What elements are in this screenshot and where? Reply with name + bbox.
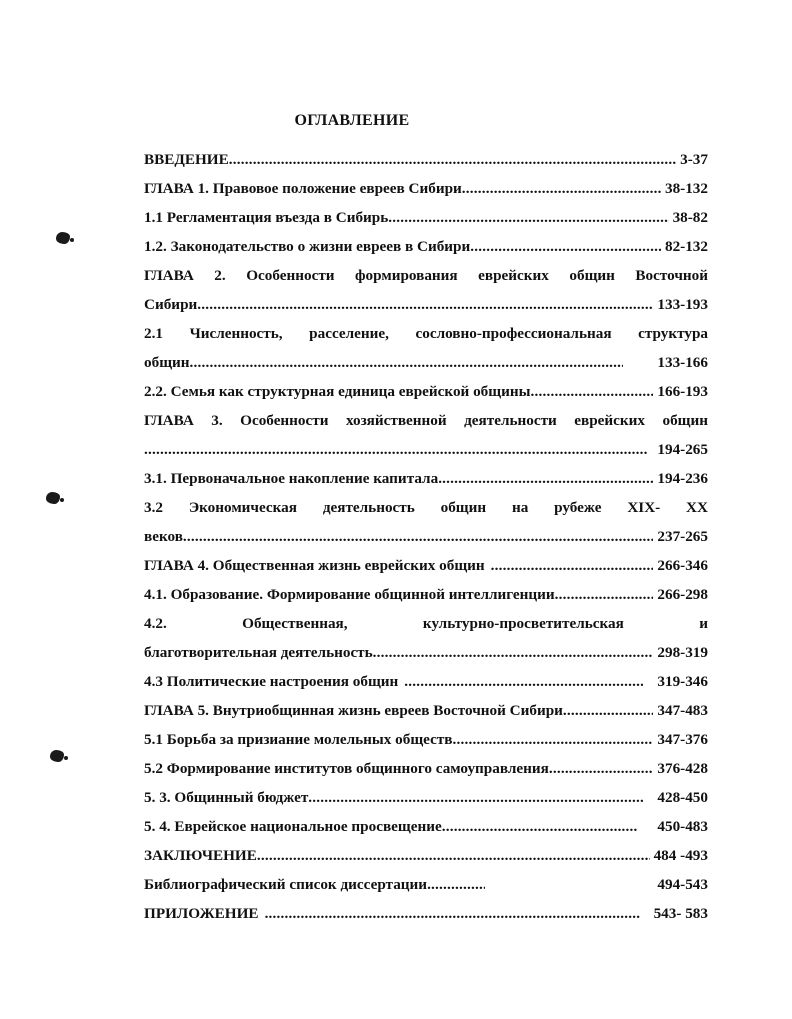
toc-entry-label: 5. 3. Общинный бюджет bbox=[144, 789, 309, 806]
toc-entry-pages: 133-193 bbox=[657, 296, 708, 313]
toc-entry-pages: 166-193 bbox=[657, 383, 708, 400]
page-title: ОГЛАВЛЕНИЕ bbox=[294, 112, 410, 129]
toc-entry-pages: 450-483 bbox=[657, 818, 708, 835]
toc-entry-label: 4.1. Образование. Формирование общинной интеллигенции bbox=[144, 586, 555, 603]
toc-entry-label: 2.2. Семья как структурная единица еврейской общины bbox=[144, 383, 531, 400]
toc-entry-label: 5.2 Формирование институтов общинного самоуправления bbox=[144, 760, 549, 777]
toc-entry-section-5-3[interactable] bbox=[144, 788, 708, 817]
toc-entry-section-1-2[interactable] bbox=[144, 237, 708, 266]
toc-entry-label: ГЛАВА 5. Внутриобщинная жизнь евреев Восточной Сибири bbox=[144, 702, 563, 719]
toc-entry-label-line2: благотворительная деятельность bbox=[144, 644, 373, 661]
toc-entry-label: ГЛАВА 1. Правовое положение евреев Сибири bbox=[144, 180, 462, 197]
table-of-contents bbox=[144, 150, 708, 933]
dot-leader bbox=[144, 440, 647, 460]
dot-leader bbox=[563, 701, 653, 721]
toc-entry-pages: 428-450 bbox=[657, 789, 708, 806]
toc-entry-label: ГЛАВА 4. Общественная жизнь еврейских общин bbox=[144, 557, 485, 574]
toc-entry-pages: 237-265 bbox=[657, 528, 708, 545]
toc-entry-conclusion[interactable] bbox=[144, 846, 708, 875]
toc-entry-pages: 347-376 bbox=[657, 731, 708, 748]
dot-leader bbox=[549, 759, 654, 779]
toc-entry-pages: 194-236 bbox=[657, 470, 708, 487]
toc-entry-pages: 38-132 bbox=[664, 180, 708, 197]
toc-entry-label-line1: ГЛАВА 2. Особенности формирования еврейских общин Восточной bbox=[144, 267, 708, 284]
dot-leader bbox=[530, 382, 653, 402]
toc-entry-label: Библиографический список диссертации bbox=[144, 876, 428, 893]
toc-entry-label: 5. 4. Еврейское национальное просвещение bbox=[144, 818, 442, 835]
toc-entry-label: 1.1 Регламентация въезда в Сибирь bbox=[144, 209, 389, 226]
toc-entry-pages: 319-346 bbox=[657, 673, 708, 690]
dot-leader bbox=[491, 556, 654, 576]
dot-leader bbox=[438, 469, 653, 489]
ink-blot bbox=[46, 492, 60, 504]
dot-leader bbox=[453, 730, 654, 750]
dot-leader bbox=[442, 817, 638, 837]
toc-entry-pages: 133-166 bbox=[657, 354, 708, 371]
toc-entry-pages: 347-483 bbox=[657, 702, 708, 719]
toc-entry-chapter-3[interactable] bbox=[144, 411, 708, 469]
toc-entry-introduction[interactable] bbox=[144, 150, 708, 179]
toc-entry-label-line2: веков bbox=[144, 528, 183, 545]
toc-entry-label: 3.1. Первоначальное накопление капитала bbox=[144, 470, 439, 487]
dot-leader bbox=[183, 527, 653, 547]
toc-entry-appendix[interactable] bbox=[144, 904, 708, 933]
toc-entry-pages: 38-82 bbox=[672, 209, 708, 226]
toc-entry-pages: 82-132 bbox=[664, 238, 708, 255]
toc-entry-chapter-5[interactable] bbox=[144, 701, 708, 730]
dot-leader bbox=[257, 846, 650, 866]
toc-entry-label: ПРИЛОЖЕНИЕ bbox=[144, 905, 259, 922]
dot-leader bbox=[265, 904, 640, 924]
toc-entry-chapter-1[interactable] bbox=[144, 179, 708, 208]
toc-entry-bibliography[interactable] bbox=[144, 875, 708, 904]
dot-leader bbox=[229, 150, 676, 170]
toc-entry-pages: 543- 583 bbox=[653, 905, 708, 922]
ink-blot bbox=[50, 750, 64, 762]
toc-entry-section-3-2[interactable] bbox=[144, 498, 708, 556]
toc-entry-section-1-1[interactable] bbox=[144, 208, 708, 237]
toc-entry-label: 4.3 Политические настроения общин bbox=[144, 673, 399, 690]
toc-entry-section-2-2[interactable] bbox=[144, 382, 708, 411]
toc-entry-pages: 266-346 bbox=[657, 557, 708, 574]
toc-entry-label-line1: 2.1 Численность, расселение, сословно-профессиональная структура bbox=[144, 325, 708, 342]
dot-leader bbox=[308, 788, 643, 808]
toc-entry-label-line2: Сибири bbox=[144, 296, 198, 313]
toc-entry-section-5-4[interactable] bbox=[144, 817, 708, 846]
toc-entry-section-4-2[interactable] bbox=[144, 614, 708, 672]
dot-leader bbox=[555, 585, 654, 605]
toc-entry-label-line1: 4.2. Общественная, культурно-просветительская и bbox=[144, 615, 708, 632]
toc-entry-label: 1.2. Законодательство о жизни евреев в Сибири bbox=[144, 238, 471, 255]
toc-entry-label: 5.1 Борьба за призиание молельных обществ bbox=[144, 731, 453, 748]
toc-entry-section-2-1[interactable] bbox=[144, 324, 708, 382]
dot-leader bbox=[373, 643, 654, 663]
toc-entry-pages: 494-543 bbox=[657, 876, 708, 893]
toc-entry-pages: 298-319 bbox=[657, 644, 708, 661]
toc-entry-pages: 376-428 bbox=[657, 760, 708, 777]
ink-blot bbox=[56, 232, 70, 244]
dot-leader bbox=[427, 875, 485, 895]
toc-entry-section-4-1[interactable] bbox=[144, 585, 708, 614]
dot-leader bbox=[404, 672, 643, 692]
toc-entry-section-5-2[interactable] bbox=[144, 759, 708, 788]
toc-entry-section-4-3[interactable] bbox=[144, 672, 708, 701]
dot-leader bbox=[462, 179, 661, 199]
dot-leader bbox=[190, 353, 624, 373]
toc-entry-label-line1: 3.2 Экономическая деятельность общин на рубеже XIX- XX bbox=[144, 499, 708, 516]
toc-entry-pages: 266-298 bbox=[657, 586, 708, 603]
toc-entry-label-line2: общин bbox=[144, 354, 190, 371]
dot-leader bbox=[197, 295, 653, 315]
toc-entry-label: ЗАКЛЮЧЕНИЕ bbox=[144, 847, 257, 864]
toc-entry-section-5-1[interactable] bbox=[144, 730, 708, 759]
toc-entry-chapter-2[interactable] bbox=[144, 266, 708, 324]
toc-entry-pages: 194-265 bbox=[657, 441, 708, 458]
dot-leader bbox=[470, 237, 661, 257]
toc-entry-chapter-4[interactable] bbox=[144, 556, 708, 585]
toc-entry-pages: 3-37 bbox=[680, 151, 708, 168]
toc-entry-section-3-1[interactable] bbox=[144, 469, 708, 498]
toc-entry-pages: 484 -493 bbox=[653, 847, 708, 864]
dot-leader bbox=[388, 208, 668, 228]
toc-entry-label-line1: ГЛАВА 3. Особенности хозяйственной деятельности еврейских общин bbox=[144, 412, 708, 429]
toc-entry-label: ВВЕДЕНИЕ bbox=[144, 151, 229, 168]
